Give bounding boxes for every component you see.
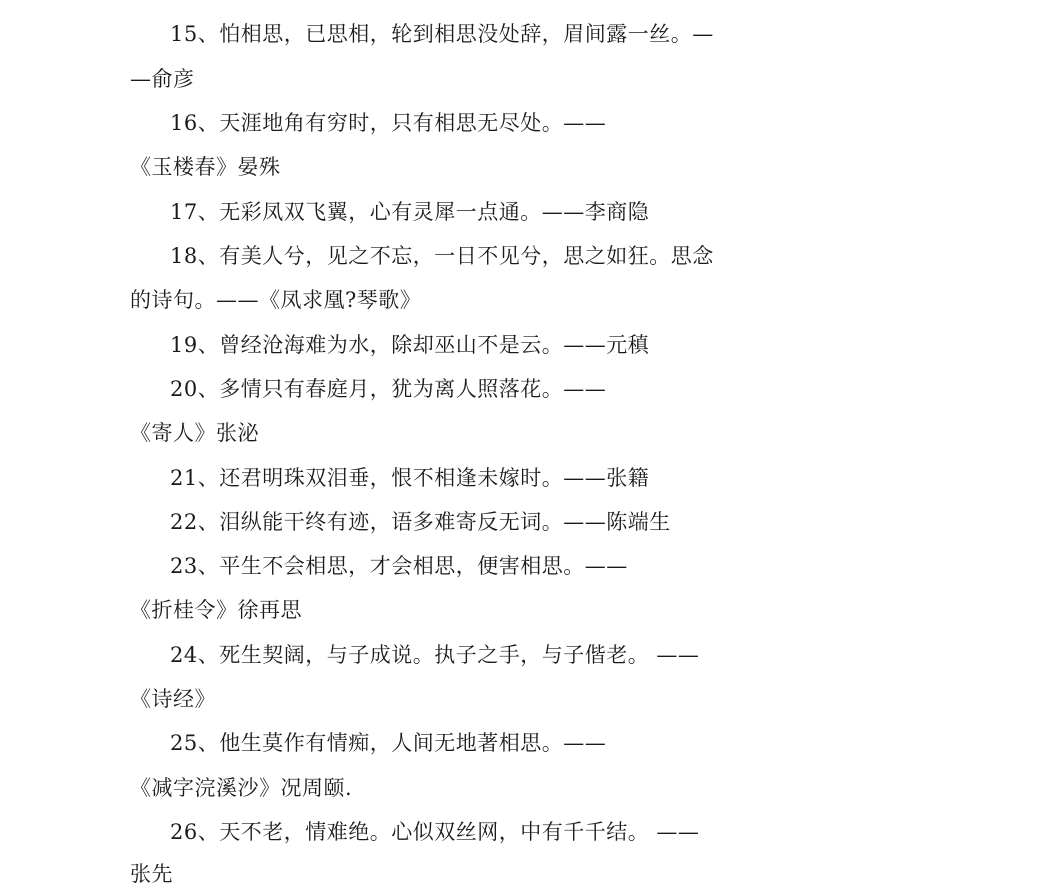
text-line: 23、平生不会相思，才会相思，便害相思。—— xyxy=(170,554,628,578)
text-line: 《折桂令》徐再思 xyxy=(130,598,302,622)
text-line: 19、曾经沧海难为水，除却巫山不是云。——元稹 xyxy=(170,333,650,357)
text-line: 《诗经》 xyxy=(130,687,216,711)
text-line: 21、还君明珠双泪垂，恨不相逢未嫁时。——张籍 xyxy=(170,466,650,490)
text-line: 《减字浣溪沙》况周颐. xyxy=(130,776,353,800)
text-line: 的诗句。——《凤求凰?琴歌》 xyxy=(130,288,422,312)
text-line: 24、死生契阔，与子成说。执子之手，与子偕老。 —— xyxy=(170,643,700,667)
text-line: 张先 xyxy=(130,862,173,886)
text-line: 26、天不老，情难绝。心似双丝网，中有千千结。 —— xyxy=(170,820,700,844)
text-line: 17、无彩凤双飞翼，心有灵犀一点通。——李商隐 xyxy=(170,200,650,224)
text-line: 25、他生莫作有情痴，人间无地著相思。—— xyxy=(170,731,607,755)
text-line: 18、有美人兮，见之不忘，一日不见兮，思之如狂。思念 xyxy=(170,244,714,268)
text-line: —俞彦 xyxy=(130,67,195,91)
text-line: 20、多情只有春庭月，犹为离人照落花。—— xyxy=(170,377,607,401)
text-line: 22、泪纵能干终有迹，语多难寄反无词。——陈端生 xyxy=(170,510,671,534)
text-line: 15、怕相思，已思相，轮到相思没处辞，眉间露一丝。— xyxy=(170,22,714,46)
text-line: 《寄人》张泌 xyxy=(130,421,259,445)
text-line: 16、天涯地角有穷时，只有相思无尽处。—— xyxy=(170,111,607,135)
text-line: 《玉楼春》晏殊 xyxy=(130,155,281,179)
